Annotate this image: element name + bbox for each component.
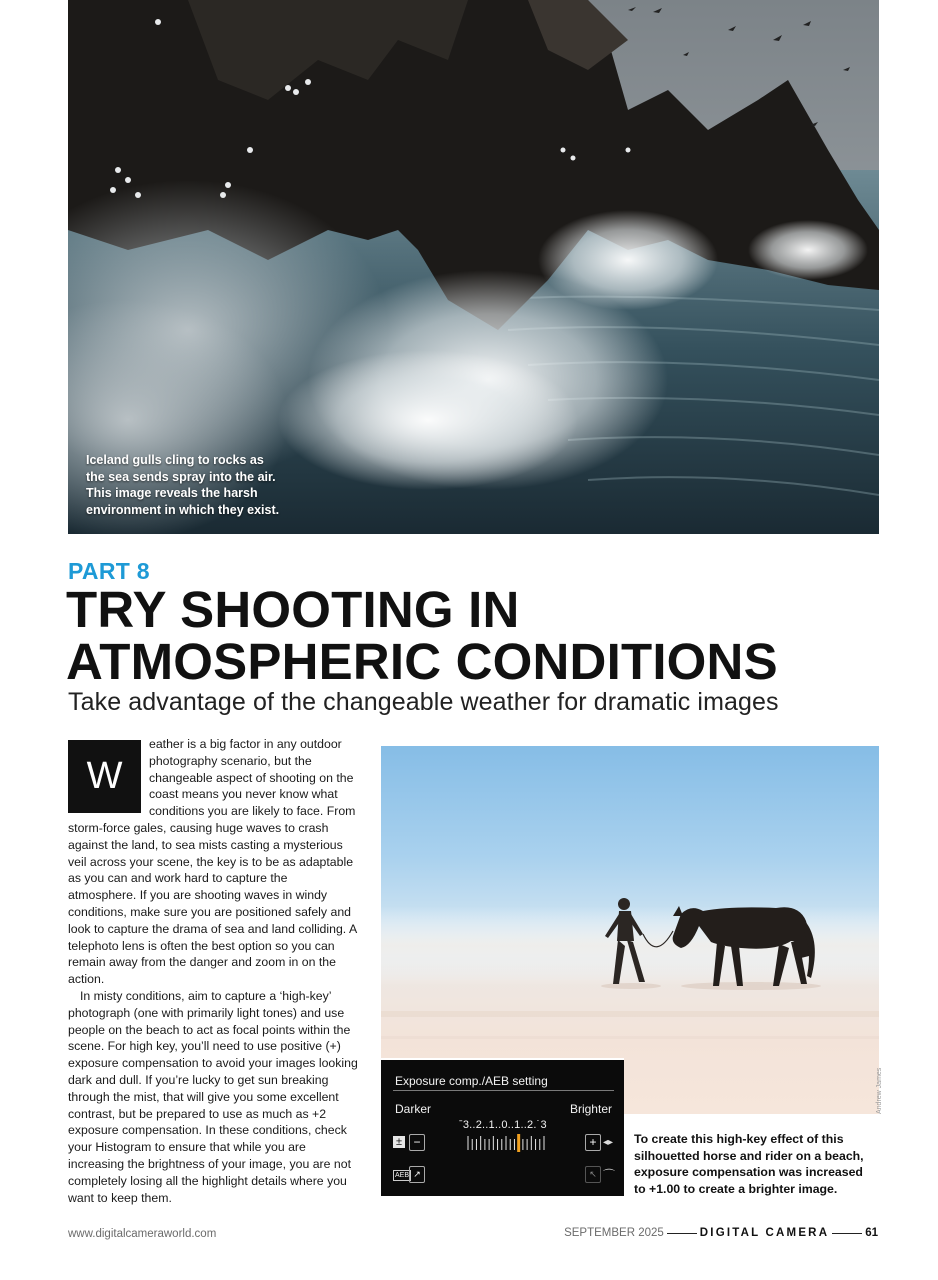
camera-screen-title: Exposure comp./AEB setting (395, 1074, 548, 1088)
plus-button[interactable]: + (585, 1134, 601, 1151)
hero-photo (68, 0, 879, 534)
footer-magazine: DIGITAL CAMERA (699, 1227, 830, 1239)
left-right-arrows-icon: ◂▸ (603, 1137, 614, 1148)
footer-folio (564, 1227, 878, 1239)
hero-caption: Iceland gulls cling to rocks as the sea sends spray into the air. This image reveals the harsh environment in which they exist. (86, 453, 280, 517)
exposure-tick-scale (466, 1134, 546, 1152)
minus-button[interactable]: − (409, 1134, 425, 1151)
aeb-dial-button[interactable]: ↗ (409, 1166, 425, 1183)
main-dial-icon: ⌒ (603, 1168, 616, 1182)
article-body (68, 736, 358, 1206)
exposure-icon: ± (393, 1136, 405, 1148)
divider (393, 1090, 614, 1091)
aeb-icon: AEB (395, 1172, 410, 1179)
photo-credit: Andrew James (876, 1067, 883, 1114)
page-number: 61 (865, 1227, 878, 1239)
footer-rule (667, 1233, 697, 1234)
footer-issue: SEPTEMBER 2025 (564, 1227, 664, 1239)
footer-website: www.digitalcameraworld.com (68, 1228, 217, 1240)
exposure-scale: ˉ3..2..1..0..1..2.˙3 (459, 1119, 547, 1131)
camera-screen (381, 1060, 624, 1196)
part-label: PART 8 (68, 558, 150, 584)
exposure-marker (517, 1134, 520, 1152)
horse-photo-caption: To create this high-key effect of this silhouetted horse and rider on a beach, exposure compensation was increased to +1.00 to create a brighter image. (634, 1132, 864, 1196)
article-paragraph-2: In misty conditions, aim to capture a ‘high-key’ photograph (one with primarily light tones) and use people on the beach to act as focal points within the scene. For high key, you’ll need to use positive (+) exposure compensation to avoid your images looking dark and dull. If you’re lucky to get sun breaking through the mist, that will give you some excellent contrast, but be prepared to use as much as +2 exposure compensation. In these conditions, check your Histogram to ensure that while you are increasing the brightness of your image, you are not completely losing all the highlight details where you want to keep them. (68, 988, 358, 1205)
footer-rule (832, 1233, 862, 1234)
page-title: TRY SHOOTING IN ATMOSPHERIC CONDITIONS (66, 581, 778, 690)
article-paragraph-1: eather is a big factor in any outdoor photography scenario, but the changeable aspect of shooting on the coast means you never know what conditions you are likely to face. From storm-force gales, causing huge waves to crash against the land, to sea mists casting a mysterious veil across your scene, the key is to be as adaptable as you can and work hard to capture the atmosphere. If you are shooting waves in windy conditions, make sure you are positioned safely and look to capture the drama of sea and land colliding. A telephoto lens is often the best option so you can remain away from the danger and zoom in on the action. (68, 737, 357, 987)
dial-icon-button[interactable]: ↖ (585, 1166, 601, 1183)
camera-screen-inset (381, 1058, 624, 1196)
drop-cap: W (68, 740, 141, 813)
brighter-label: Brighter (569, 1102, 612, 1116)
page-subtitle: Take advantage of the changeable weather for dramatic images (68, 688, 779, 716)
darker-label: Darker (395, 1102, 432, 1116)
